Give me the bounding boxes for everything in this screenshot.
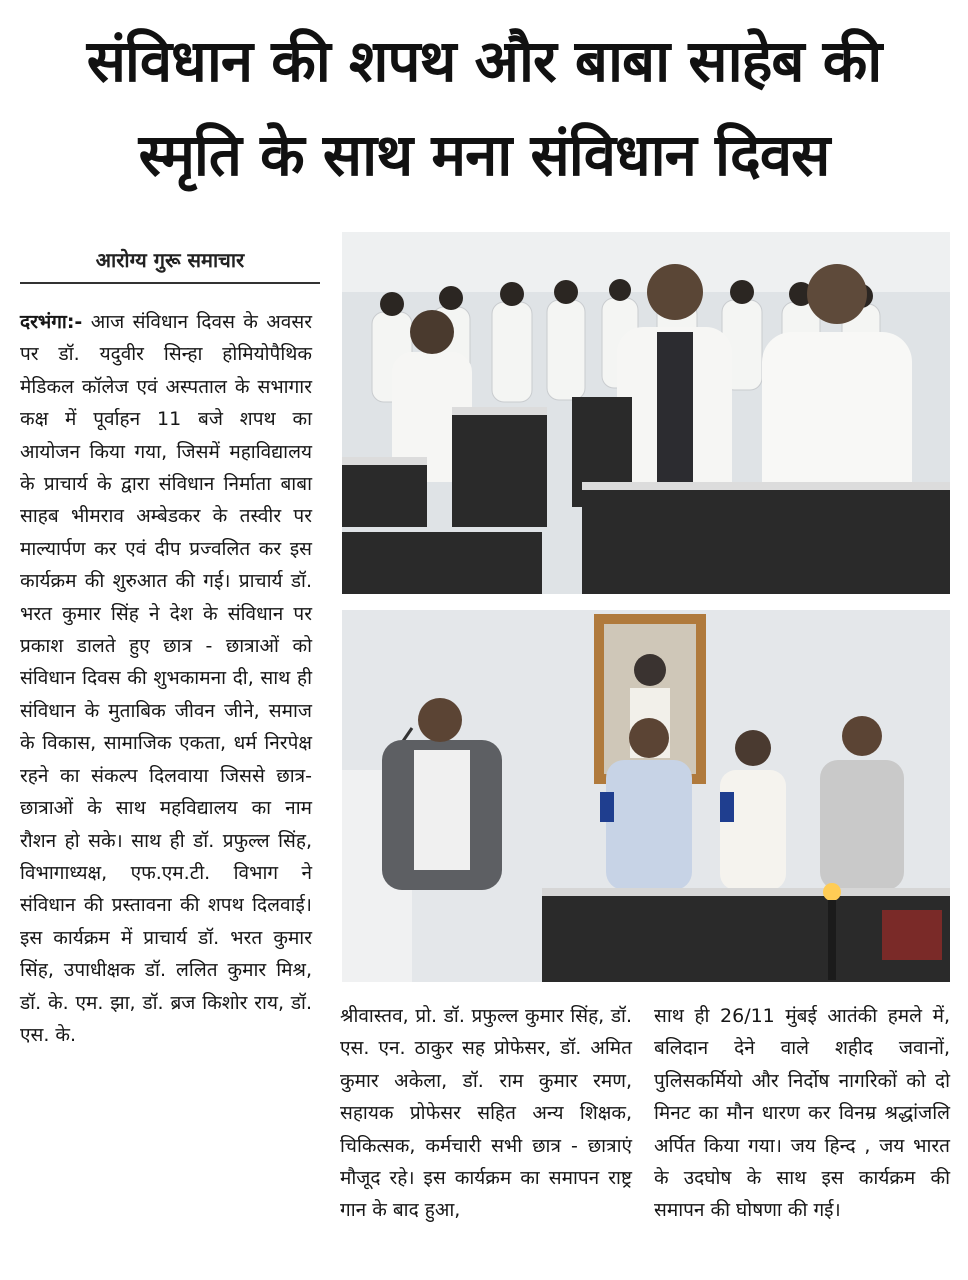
headline xyxy=(10,14,958,202)
headline-line-2: स्मृति के साथ मना संविधान दिवस xyxy=(138,121,830,189)
byline-rule xyxy=(20,282,320,284)
headline-line-1: संविधान की शपथ और बाबा साहेब की xyxy=(86,27,882,95)
article-column-1 xyxy=(20,306,312,1276)
article-text-3: साथ ही 26/11 मुंबई आतंकी हमले में, बलिदान देने वाले शहीद जवानों, पुलिसकर्मियो और निर्दोष नागरिकों को दो मिनट का मौन धारण कर विनम्र श्रद्धांजलि अर्पित किया गया। जय हिन्द , जय भारत के उदघोष के साथ इस कार्यक्रम की समापन की घोषणा की गई। xyxy=(654,1005,950,1222)
photo-students-oath xyxy=(342,232,950,594)
article-column-2 xyxy=(340,1000,632,1272)
dateline: दरभंगा:- xyxy=(20,311,83,333)
article-column-3 xyxy=(654,1000,950,1272)
photo-stage-portrait xyxy=(342,610,950,982)
article-text-1: आज संविधान दिवस के अवसर पर डॉ. यदुवीर सिन्हा होमियोपैथिक मेडिकल कॉलेज एवं अस्पताल के सभागार कक्ष में पूर्वाहन 11 बजे शपथ का आयोजन किया गया, जिसमें महाविद्यालय के प्राचार्य के द्वारा संविधान निर्माता बाबा साहब भीमराव अम्बेडकर के तस्वीर पर माल्यार्पण कर एवं दीप प्रज्वलित कर इस कार्यक्रम की शुरुआत की गई। प्राचार्य डॉ. भरत कुमार सिंह ने देश के संविधान पर प्रकाश डालते हुए छात्र - छात्राओं को संविधान दिवस की शुभकामना दी, साथ ही संविधान के मुताबिक जीवन जीने, समाज के विकास, सामाजिक एकता, धर्म निरपेक्ष रहने का संकल्प दिलवाया जिससे छात्र-छात्राओं के साथ महविद्यालय का नाम रौशन हो सके। साथ ही डॉ. प्रफुल्ल सिंह, विभागाध्यक्ष, एफ.एम.टी. विभाग ने संविधान की प्रस्तावना की शपथ दिलवाई। इस कार्यक्रम में प्राचार्य डॉ. भरत कुमार सिंह, उपाधीक्षक डॉ. ललित कुमार मिश्र, डॉ. के. एम. झा, डॉ. ब्रज किशोर राय, डॉ. एस. के. xyxy=(20,311,312,1046)
byline: आरोग्य गुरू समाचार xyxy=(95,248,245,272)
article-text-2: श्रीवास्तव, प्रो. डॉ. प्रफुल्ल कुमार सिंह, डॉ. एस. एन. ठाकुर सह प्रोफेसर, डॉ. अमित कुमार अकेला, डॉ. राम कुमार रमण, सहायक प्रोफेसर सहित अन्य शिक्षक, चिकित्सक, कर्मचारी सभी छात्र - छात्राएं मौजूद रहे। इस कार्यक्रम का समापन राष्ट्र गान के बाद हुआ, xyxy=(340,1005,632,1222)
